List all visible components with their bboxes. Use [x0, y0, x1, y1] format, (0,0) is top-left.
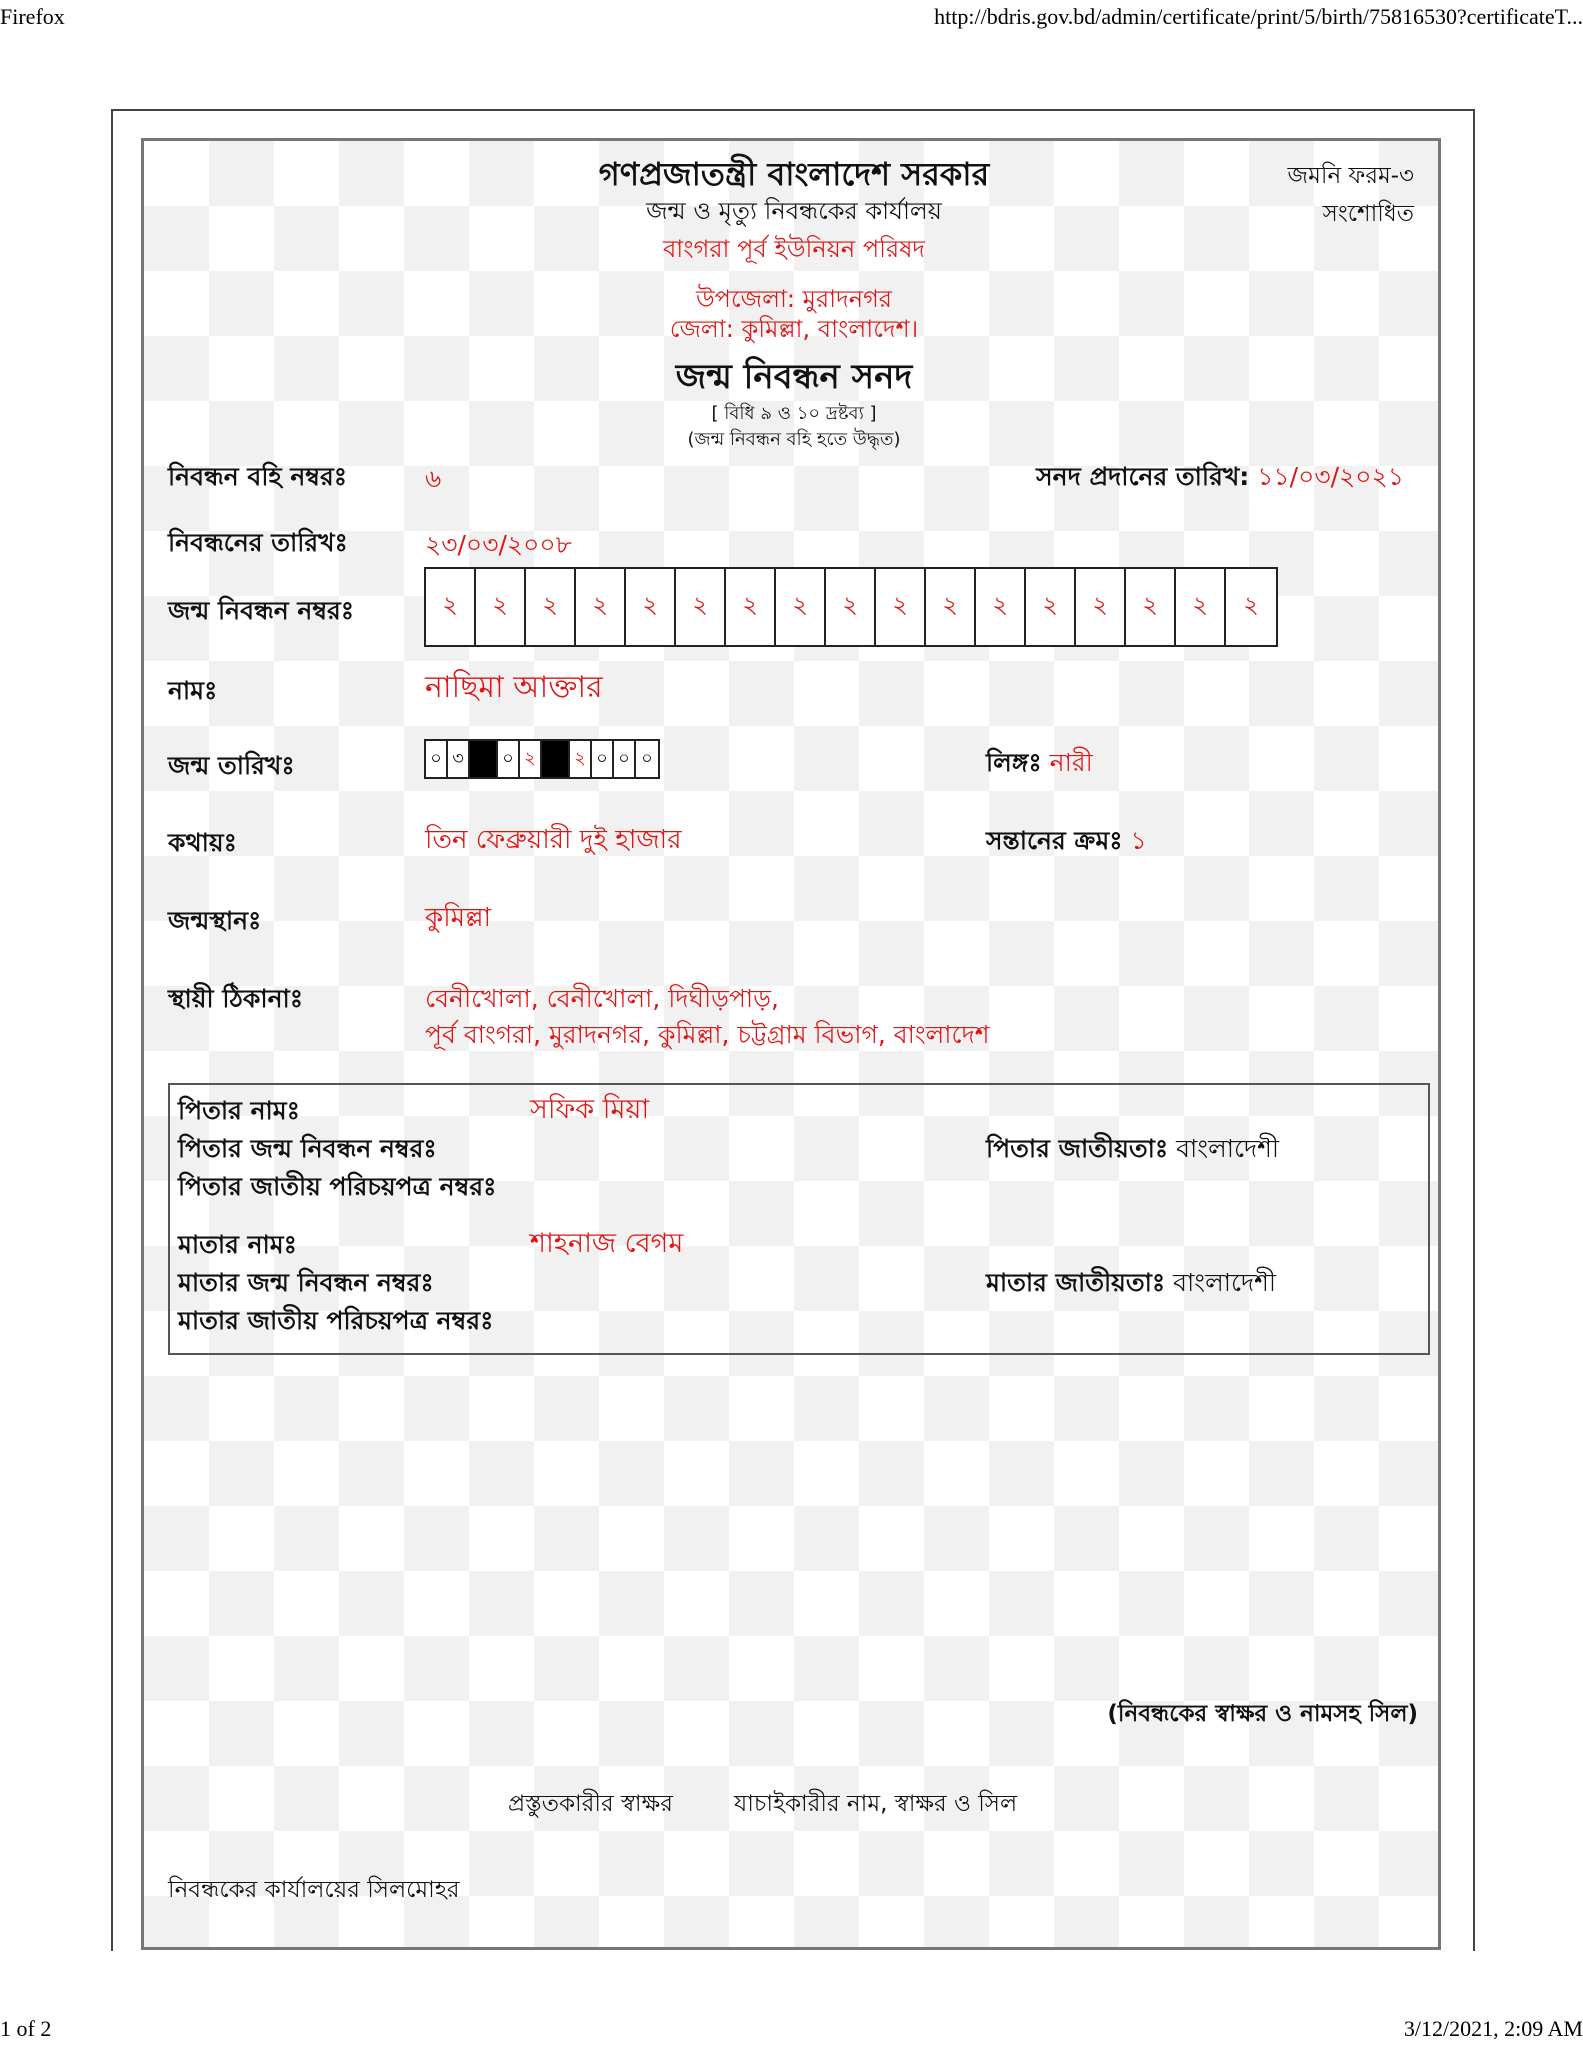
father-nationality-label: পিতার জাতীয়তাঃ [986, 1134, 1169, 1163]
registrar-seal-label: (নিবন্ধকের স্বাক্ষর ও নামসহ সিল) [1107, 1701, 1418, 1727]
extract-note: (জন্ম নিবন্ধন বহি হতে উদ্ধৃত) [687, 429, 901, 450]
father-nationality-value: বাংলাদেশী [1176, 1134, 1280, 1163]
sex-value: নারী [1049, 748, 1093, 777]
birthplace-label: জন্মস্থানঃ [168, 906, 262, 935]
child-order-value: ১ [1130, 826, 1147, 855]
upazila-name: উপজেলা: মুরাদনগর [695, 285, 892, 313]
name-value: নাছিমা আক্তার [425, 670, 603, 705]
reg-digit: ২ [1026, 569, 1076, 645]
browser-app-name: Firefox [0, 4, 65, 29]
dob-words-label: কথায়ঃ [168, 828, 237, 857]
reg-number-boxes [424, 567, 1278, 647]
reg-number-label: জন্ম নিবন্ধন নম্বরঃ [168, 596, 355, 625]
dob-digit: ০ [498, 741, 520, 777]
reg-digit: ২ [876, 569, 926, 645]
dob-boxes [424, 739, 660, 779]
name-label: নামঃ [168, 676, 218, 705]
address-line-1: বেনীখোলা, বেনীখোলা, দিঘীড়পাড়, [425, 984, 779, 1013]
verifier-signature-label: যাচাইকারীর নাম, স্বাক্ষর ও সিল [734, 1791, 1018, 1817]
father-name-value: সফিক মিয়া [530, 1094, 650, 1125]
child-order [986, 821, 1147, 864]
mother-nationality-value: বাংলাদেশী [1173, 1268, 1277, 1297]
union-name: বাংগরা পূর্ব ইউনিয়ন পরিষদ [662, 235, 926, 263]
child-order-label: সন্তানের ক্রমঃ [986, 826, 1123, 855]
father-reg-label: পিতার জন্ম নিবন্ধন নম্বরঃ [178, 1134, 437, 1163]
address-label: স্থায়ী ঠিকানাঃ [168, 984, 304, 1013]
reg-digit: ২ [976, 569, 1026, 645]
reg-digit: ২ [726, 569, 776, 645]
dob-separator [470, 741, 498, 777]
mother-nationality-label: মাতার জাতীয়তাঃ [986, 1268, 1166, 1297]
reg-digit: ২ [676, 569, 726, 645]
district-name: জেলা: কুমিল্লা, বাংলাদেশ। [669, 315, 919, 343]
revised-label: সংশোধিত [1322, 201, 1414, 227]
father-name-label: পিতার নামঃ [178, 1096, 300, 1125]
rule-reference: [ বিধি ৯ ও ১০ দ্রষ্টব্য ] [711, 403, 877, 424]
address-line-2: পূর্ব বাংগরা, মুরাদনগর, কুমিল্লা, চট্টগ্রাম বিভাগ, বাংলাদেশ [425, 1020, 990, 1049]
reg-digit: ২ [1076, 569, 1126, 645]
print-timestamp: 3/12/2021, 2:09 AM [1403, 2016, 1583, 2041]
certificate-title: জন্ম নিবন্ধন সনদ [675, 357, 913, 397]
mother-name-value: শাহনাজ বেগম [530, 1228, 684, 1259]
dob-words-value: তিন ফেব্রুয়ারী দুই হাজার [425, 825, 682, 855]
reg-digit: ২ [1176, 569, 1226, 645]
dob-digit: ০ [614, 741, 636, 777]
dob-digit: ৩ [448, 741, 470, 777]
reg-digit: ২ [626, 569, 676, 645]
mother-reg-label: মাতার জন্ম নিবন্ধন নম্বরঃ [178, 1268, 434, 1297]
mother-name-label: মাতার নামঃ [178, 1230, 297, 1259]
father-nid-label: পিতার জাতীয় পরিচয়পত্র নম্বরঃ [178, 1172, 497, 1201]
office-seal-label: নিবন্ধকের কার্যালয়ের সিলমোহর [168, 1877, 460, 1903]
page-indicator: 1 of 2 [0, 2016, 52, 2041]
dob-separator [542, 741, 570, 777]
sex [986, 743, 1093, 786]
mother-nid-label: মাতার জাতীয় পরিচয়পত্র নম্বরঃ [178, 1306, 494, 1335]
book-number-label: নিবন্ধন বহি নম্বরঃ [168, 462, 348, 491]
birth-certificate [141, 138, 1441, 1950]
issue-date-label: সনদ প্রদানের তারিখ: [1036, 462, 1250, 491]
reg-digit: ২ [1226, 569, 1276, 645]
dob-digit: ২ [520, 741, 542, 777]
sex-label: লিঙ্গঃ [986, 748, 1042, 777]
issue-date [1036, 457, 1404, 500]
birthplace-value: কুমিল্লা [425, 903, 492, 933]
govt-title: গণপ্রজাতন্ত্রী বাংলাদেশ সরকার [598, 155, 990, 193]
reg-digit: ২ [476, 569, 526, 645]
office-name: জন্ম ও মৃত্যু নিবন্ধকের কার্যালয় [646, 197, 942, 225]
dob-digit: ০ [426, 741, 448, 777]
form-number: জমনি ফরম-৩ [1287, 163, 1414, 189]
reg-digit: ২ [576, 569, 626, 645]
parents-section [168, 1083, 1430, 1355]
reg-digit: ২ [526, 569, 576, 645]
reg-date-value: ২৩/০৩/২০০৮ [425, 530, 572, 559]
dob-digit: ০ [641, 747, 653, 769]
reg-digit: ২ [1126, 569, 1176, 645]
father-nationality [986, 1129, 1279, 1172]
dob-digit: ২ [570, 741, 592, 777]
reg-digit: ২ [926, 569, 976, 645]
mother-nationality [986, 1263, 1276, 1306]
dob-digit: ০ [592, 741, 614, 777]
page-url: http://bdris.gov.bd/admin/certificate/print/5/birth/75816530?certificateT... [934, 4, 1583, 29]
issue-date-value: ১১/০৩/২০২১ [1257, 462, 1404, 491]
book-number-value: ৬ [425, 464, 442, 493]
preparer-signature-label: প্রস্তুতকারীর স্বাক্ষর [508, 1791, 673, 1817]
reg-digit: ২ [426, 569, 476, 645]
dob-label: জন্ম তারিখঃ [168, 751, 295, 780]
reg-digit: ২ [776, 569, 826, 645]
reg-digit: ২ [826, 569, 876, 645]
reg-date-label: নিবন্ধনের তারিখঃ [168, 528, 348, 557]
